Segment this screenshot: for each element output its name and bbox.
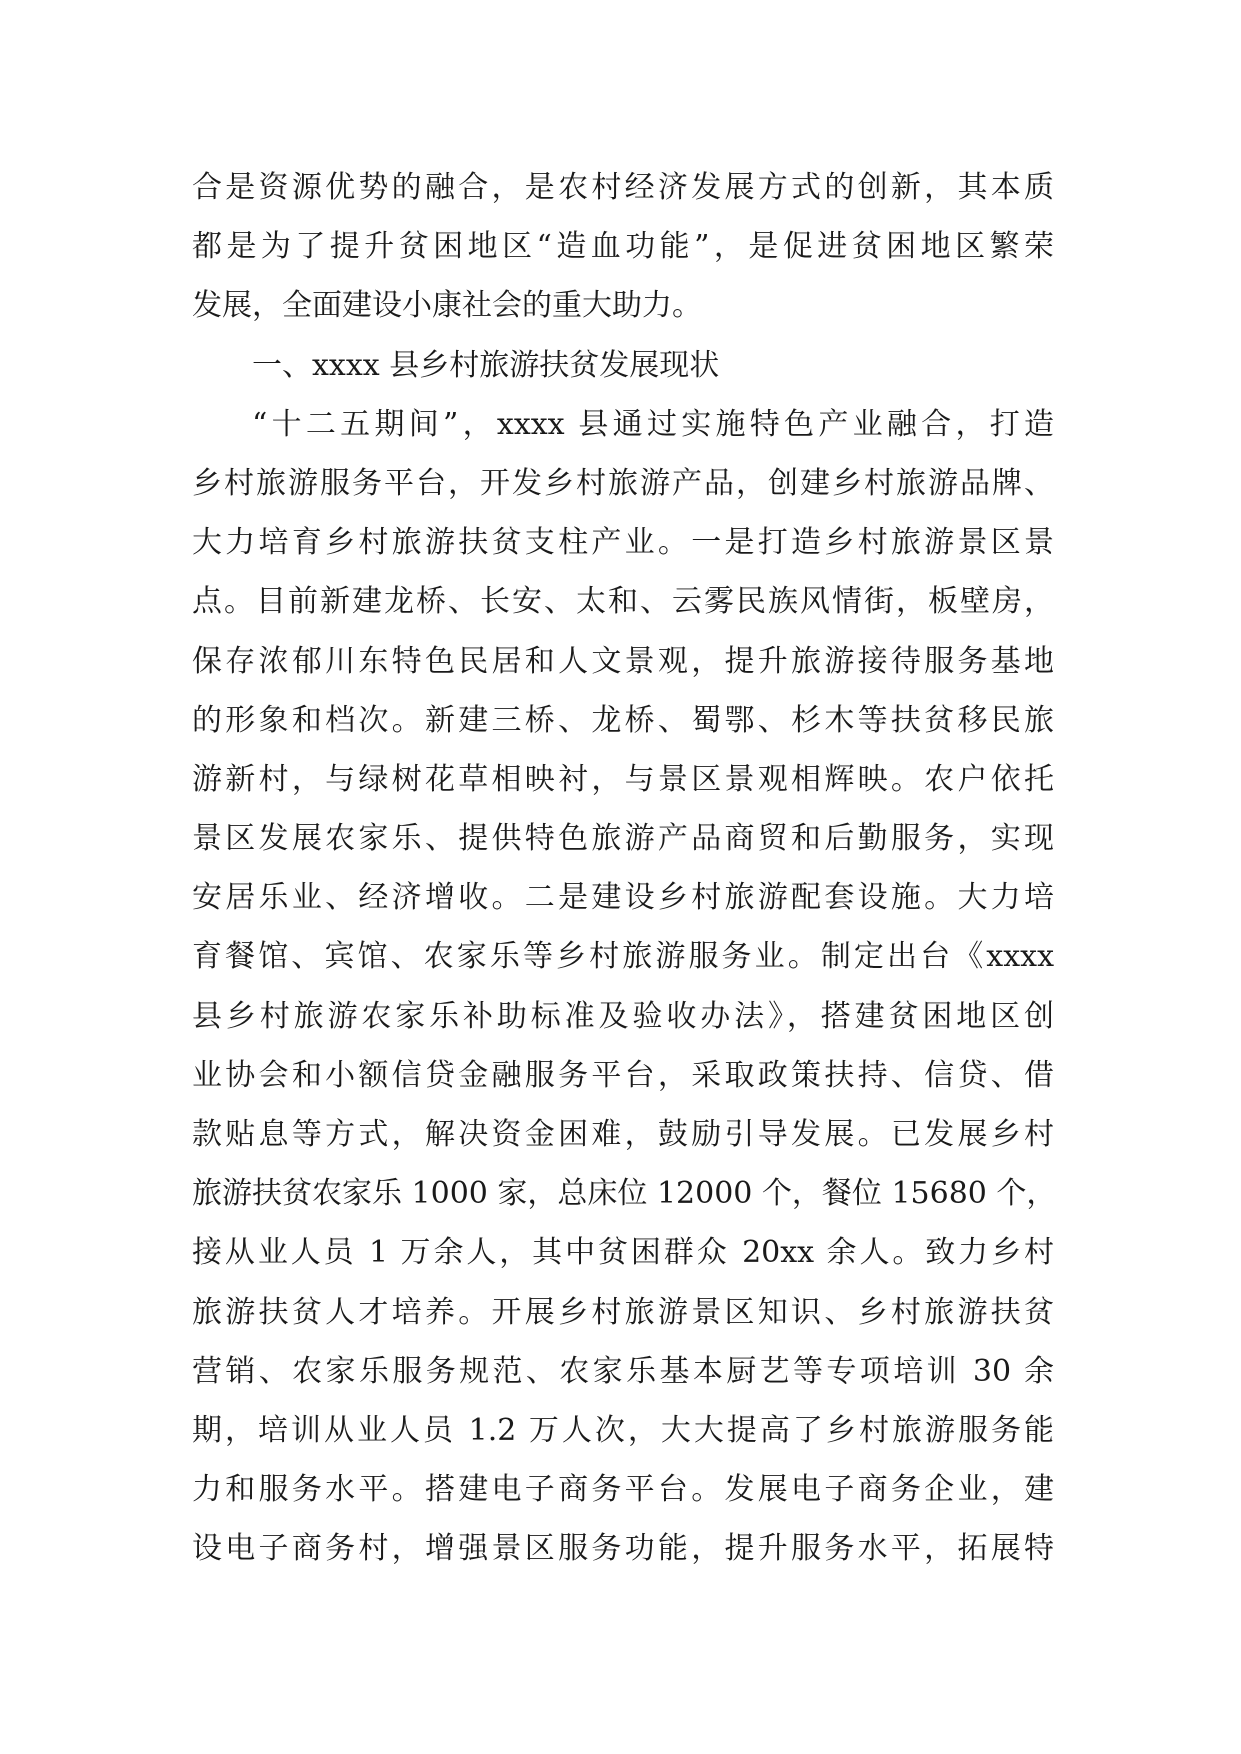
- text-line: 安居乐业、经济增收。二是建设乡村旅游配套设施。大力培: [192, 880, 1054, 916]
- text-line: 都是为了提升贫困地区“造血功能”，是促进贫困地区繁荣: [192, 229, 1054, 265]
- text-line: 大力培育乡村旅游扶贫支柱产业。一是打造乡村旅游景区景: [192, 525, 1054, 561]
- text-line: 旅游扶贫人才培养。开展乡村旅游景区知识、乡村旅游扶贫: [192, 1294, 1054, 1330]
- text-line: 乡村旅游服务平台，开发乡村旅游产品，创建乡村旅游品牌、: [192, 465, 1054, 501]
- text-line: 期，培训从业人员 1.2 万人次，大大提高了乡村旅游服务能: [192, 1412, 1054, 1448]
- text-line: 县乡村旅游农家乐补助标准及验收办法》，搭建贫困地区创: [192, 998, 1054, 1034]
- text-line: 的形象和档次。新建三桥、龙桥、蜀鄂、杉木等扶贫移民旅: [192, 702, 1054, 738]
- text-line: 发展，全面建设小康社会的重大助力。: [192, 288, 702, 324]
- text-line: 保存浓郁川东特色民居和人文景观，提升旅游接待服务基地: [192, 643, 1054, 679]
- text-line: 点。目前新建龙桥、长安、太和、云雾民族风情街，板壁房，: [192, 584, 1054, 620]
- text-line: 款贴息等方式，解决资金困难，鼓励引导发展。已发展乡村: [192, 1117, 1054, 1152]
- text-line: “十二五期间”，xxxx 县通过实施特色产业融合，打造: [252, 406, 1054, 442]
- text-line: 力和服务水平。搭建电子商务平台。发展电子商务企业，建: [192, 1472, 1054, 1508]
- text-line: 合是资源优势的融合，是农村经济发展方式的创新，其本质: [192, 170, 1054, 205]
- text-line: 接从业人员 1 万余人，其中贫困群众 20xx 余人。致力乡村: [192, 1235, 1054, 1271]
- text-line: 设电子商务村，增强景区服务功能，提升服务水平，拓展特: [192, 1531, 1054, 1567]
- body-text: [192, 158, 1057, 1579]
- text-line: 景区发展农家乐、提供特色旅游产品商贸和后勤服务，实现: [192, 821, 1054, 857]
- text-line: 游新村，与绿树花草相映衬，与景区景观相辉映。农户依托: [192, 761, 1054, 797]
- section-heading: 一、xxxx 县乡村旅游扶贫发展现状: [252, 347, 720, 383]
- text-line: 营销、农家乐服务规范、农家乐基本厨艺等专项培训 30 余: [192, 1353, 1054, 1389]
- text-line: 旅游扶贫农家乐 1000 家，总床位 12000 个，餐位 15680 个，: [192, 1176, 1057, 1212]
- text-line: 业协会和小额信贷金融服务平台，采取政策扶持、信贷、借: [192, 1057, 1054, 1093]
- text-line: 育餐馆、宾馆、农家乐等乡村旅游服务业。制定出台《xxxx: [192, 939, 1054, 975]
